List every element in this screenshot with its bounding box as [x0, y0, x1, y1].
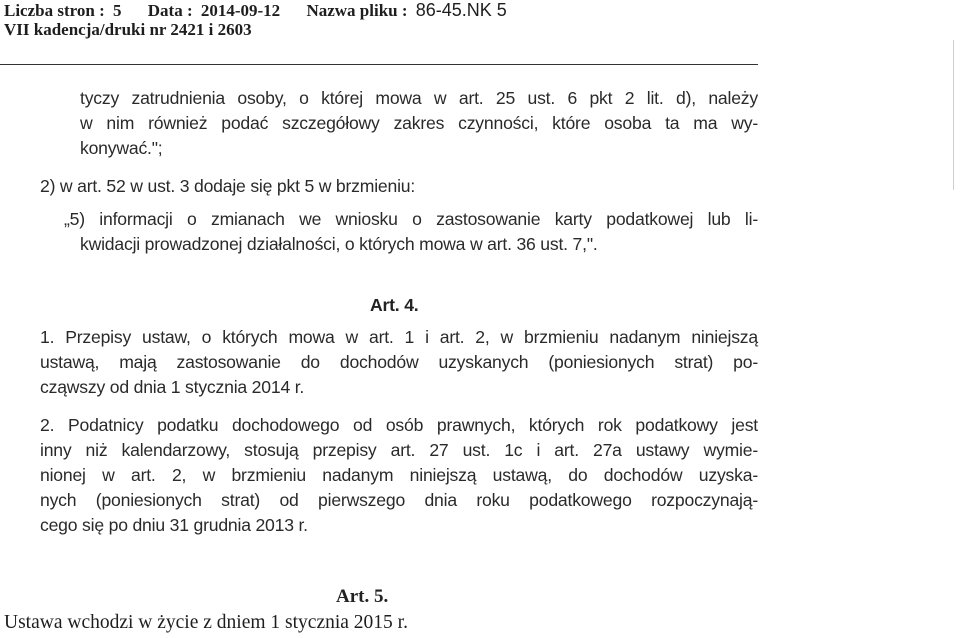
- para1-line3: konywać.";: [80, 138, 163, 158]
- art4-p1-line2: ustawą, mają zastosowanie do dochodów uzyskanych (poniesionych strat) po-: [40, 352, 758, 372]
- pages-value: 5: [113, 1, 122, 20]
- pages-label: Liczba stron :: [4, 1, 105, 20]
- quote-line2: kwidacji prowadzonej działalności, o których mowa w art. 36 ust. 7,".: [80, 234, 598, 254]
- art4-p2-line5: cego się po dniu 31 grudnia 2013 r.: [40, 515, 308, 535]
- file-value: 86-45.NK 5: [415, 0, 507, 20]
- art4-heading: Art. 4.: [370, 295, 419, 315]
- item2-line: 2) w art. 52 w ust. 3 dodaje się pkt 5 w brzmieniu:: [40, 176, 416, 196]
- document-header-line1: [4, 0, 507, 21]
- art4-p2-line3: nionej w art. 2, w brzmieniu nadanym niniejszą ustawą, do dochodów uzyska-: [40, 465, 758, 485]
- art5-text: Ustawa wchodzi w życie z dniem 1 stycznia 2015 r.: [4, 612, 408, 633]
- para1-line2: w nim również podać szczegółowy zakres czynności, które osoba ta ma wy-: [80, 113, 758, 133]
- art4-p1-line1: 1. Przepisy ustaw, o których mowa w art. 1 i art. 2, w brzmieniu nadanym niniejszą: [40, 327, 758, 347]
- art4-p2-line2: inny niż kalendarzowy, stosują przepisy art. 27 ust. 1c i art. 27a ustawy wymie-: [40, 440, 758, 460]
- art4-p1-line3: cząwszy od dnia 1 stycznia 2014 r.: [40, 377, 305, 397]
- header-rule: [0, 64, 758, 65]
- date-value: 2014-09-12: [200, 1, 281, 20]
- file-label: Nazwa pliku :: [306, 1, 408, 20]
- margin-line: [953, 40, 954, 190]
- quote-line1: „5) informacji o zmianach we wniosku o zastosowanie karty podatkowej lub li-: [64, 209, 758, 229]
- date-label: Data :: [147, 1, 193, 20]
- para1-line1: tyczy zatrudnienia osoby, o której mowa w art. 25 ust. 6 pkt 2 lit. d), należy: [80, 88, 758, 108]
- art5-heading: Art. 5.: [336, 586, 389, 607]
- art4-p2-line1: 2. Podatnicy podatku dochodowego od osób prawnych, których rok podatkowy jest: [40, 415, 758, 435]
- document-header-line2: VII kadencja/druki nr 2421 i 2603: [4, 20, 252, 39]
- art4-p2-line4: nych (poniesionych strat) od pierwszego dnia roku podatkowego rozpoczynają-: [40, 490, 758, 510]
